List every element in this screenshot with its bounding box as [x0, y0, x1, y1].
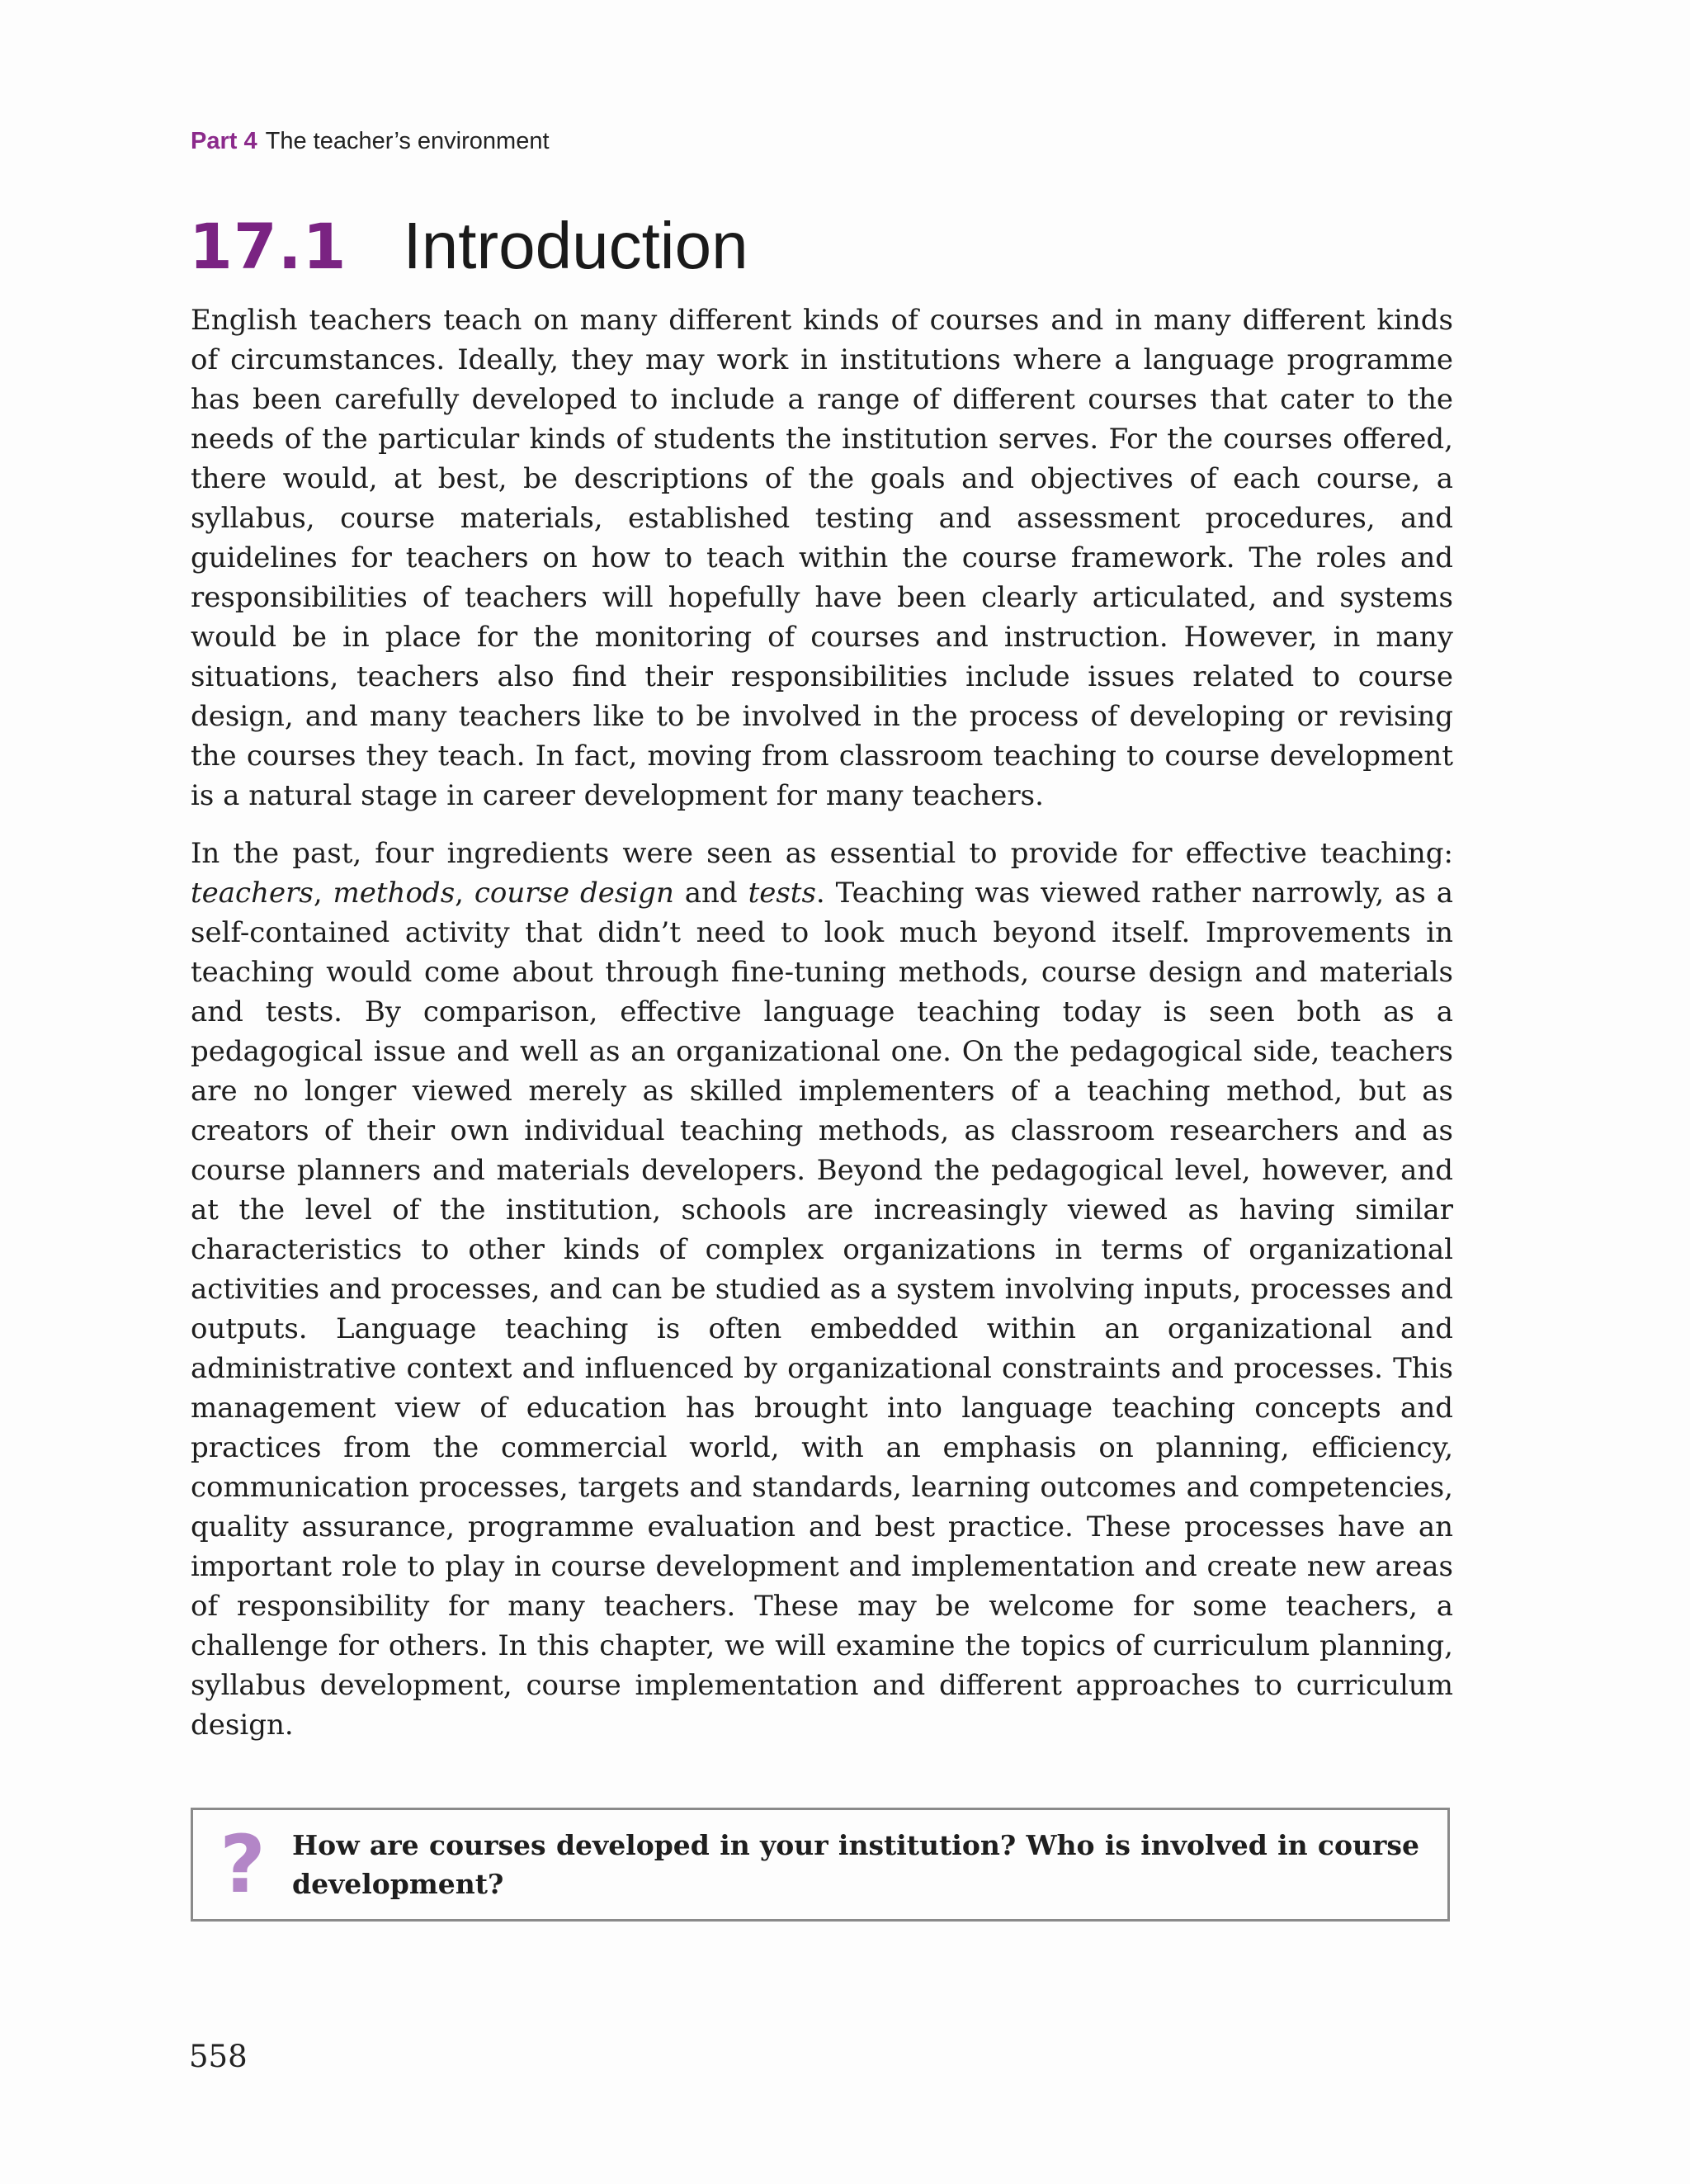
term-teachers: teachers [191, 877, 314, 910]
separator: , [455, 877, 474, 910]
section-number: 17.1 [189, 210, 347, 283]
reflection-question-text: How are courses developed in your institution? Who is involved in course development? [292, 1829, 1419, 1900]
term-methods: methods [333, 877, 456, 910]
separator: , [313, 877, 333, 910]
page-number: 558 [189, 2039, 248, 2074]
running-head-part: Part 4 [191, 128, 257, 154]
term-course-design: course design [474, 877, 674, 910]
question-mark-icon: ? [220, 1818, 266, 1911]
paragraph-2-intro: In the past, four ingredients were seen as essential to provide for effective teaching: [191, 837, 1453, 870]
running-head-title: The teacher’s environment [265, 128, 550, 154]
section-title: Introduction [403, 209, 748, 282]
running-head [191, 128, 550, 155]
body-paragraph-1: English teachers teach on many different kinds of courses and in many different kinds of circumstances. Ideally, they may work in institutions where a language programme has been carefully developed to include a range of different courses that cater to the needs of the particular kinds of students the institution serves. For the courses offered, there would, at best, be descriptions of the goals and objectives of each course, a syllabus, course materials, established testing and assessment procedures, and guidelines for teachers on how to teach within the course framework. The roles and responsibilities of teachers will hopefully have been clearly articulated, and systems would be in place for the monitoring of courses and instruction. However, in many situations, teachers also find their responsibilities include issues related to course design, and many teachers like to be involved in the process of developing or revising the courses they teach. In fact, moving from classroom teaching to course development is a natural stage in career development for many teachers. [191, 304, 1453, 812]
body-paragraph-2 [191, 834, 1453, 1745]
paragraph-2-rest: . Teaching was viewed rather narrowly, as a self-contained activity that didn’t need to look much beyond itself. Improvements in teaching would come about through fine-tuning methods, course design and materials and tests. By comparison, effective language teaching today is seen both as a pedagogical issue and well as an organizational one. On the pedagogical side, teachers are no longer viewed merely as skilled implementers of a teaching method, but as creators of their own individual teaching methods, as classroom researchers and as course planners and materials developers. Beyond the pedagogical level, however, and at the level of the institution, schools are increasingly viewed as having similar characteristics to other kinds of complex organizations in terms of organizational activities and processes, and can be studied as a system involving inputs, processes and outputs. Language teaching is often embedded within an organizational and administrative context and influenced by organizational constraints and processes. This management view of education has brought into language teaching concepts and practices from the commercial world, with an emphasis on planning, efficiency, communication processes, targets and standards, learning outcomes and competencies, quality assurance, programme evaluation and best practice. These processes have an important role to play in course development and implementation and create new areas of responsibility for many teachers. These may be welcome for some teachers, a challenge for others. In this chapter, we will examine the topics of curriculum planning, syllabus development, course implementation and different approaches to curriculum design. [191, 877, 1453, 1742]
separator: and [673, 877, 748, 910]
term-tests: tests [748, 877, 816, 910]
section-heading [189, 208, 748, 284]
reflection-question-box [191, 1808, 1450, 1922]
